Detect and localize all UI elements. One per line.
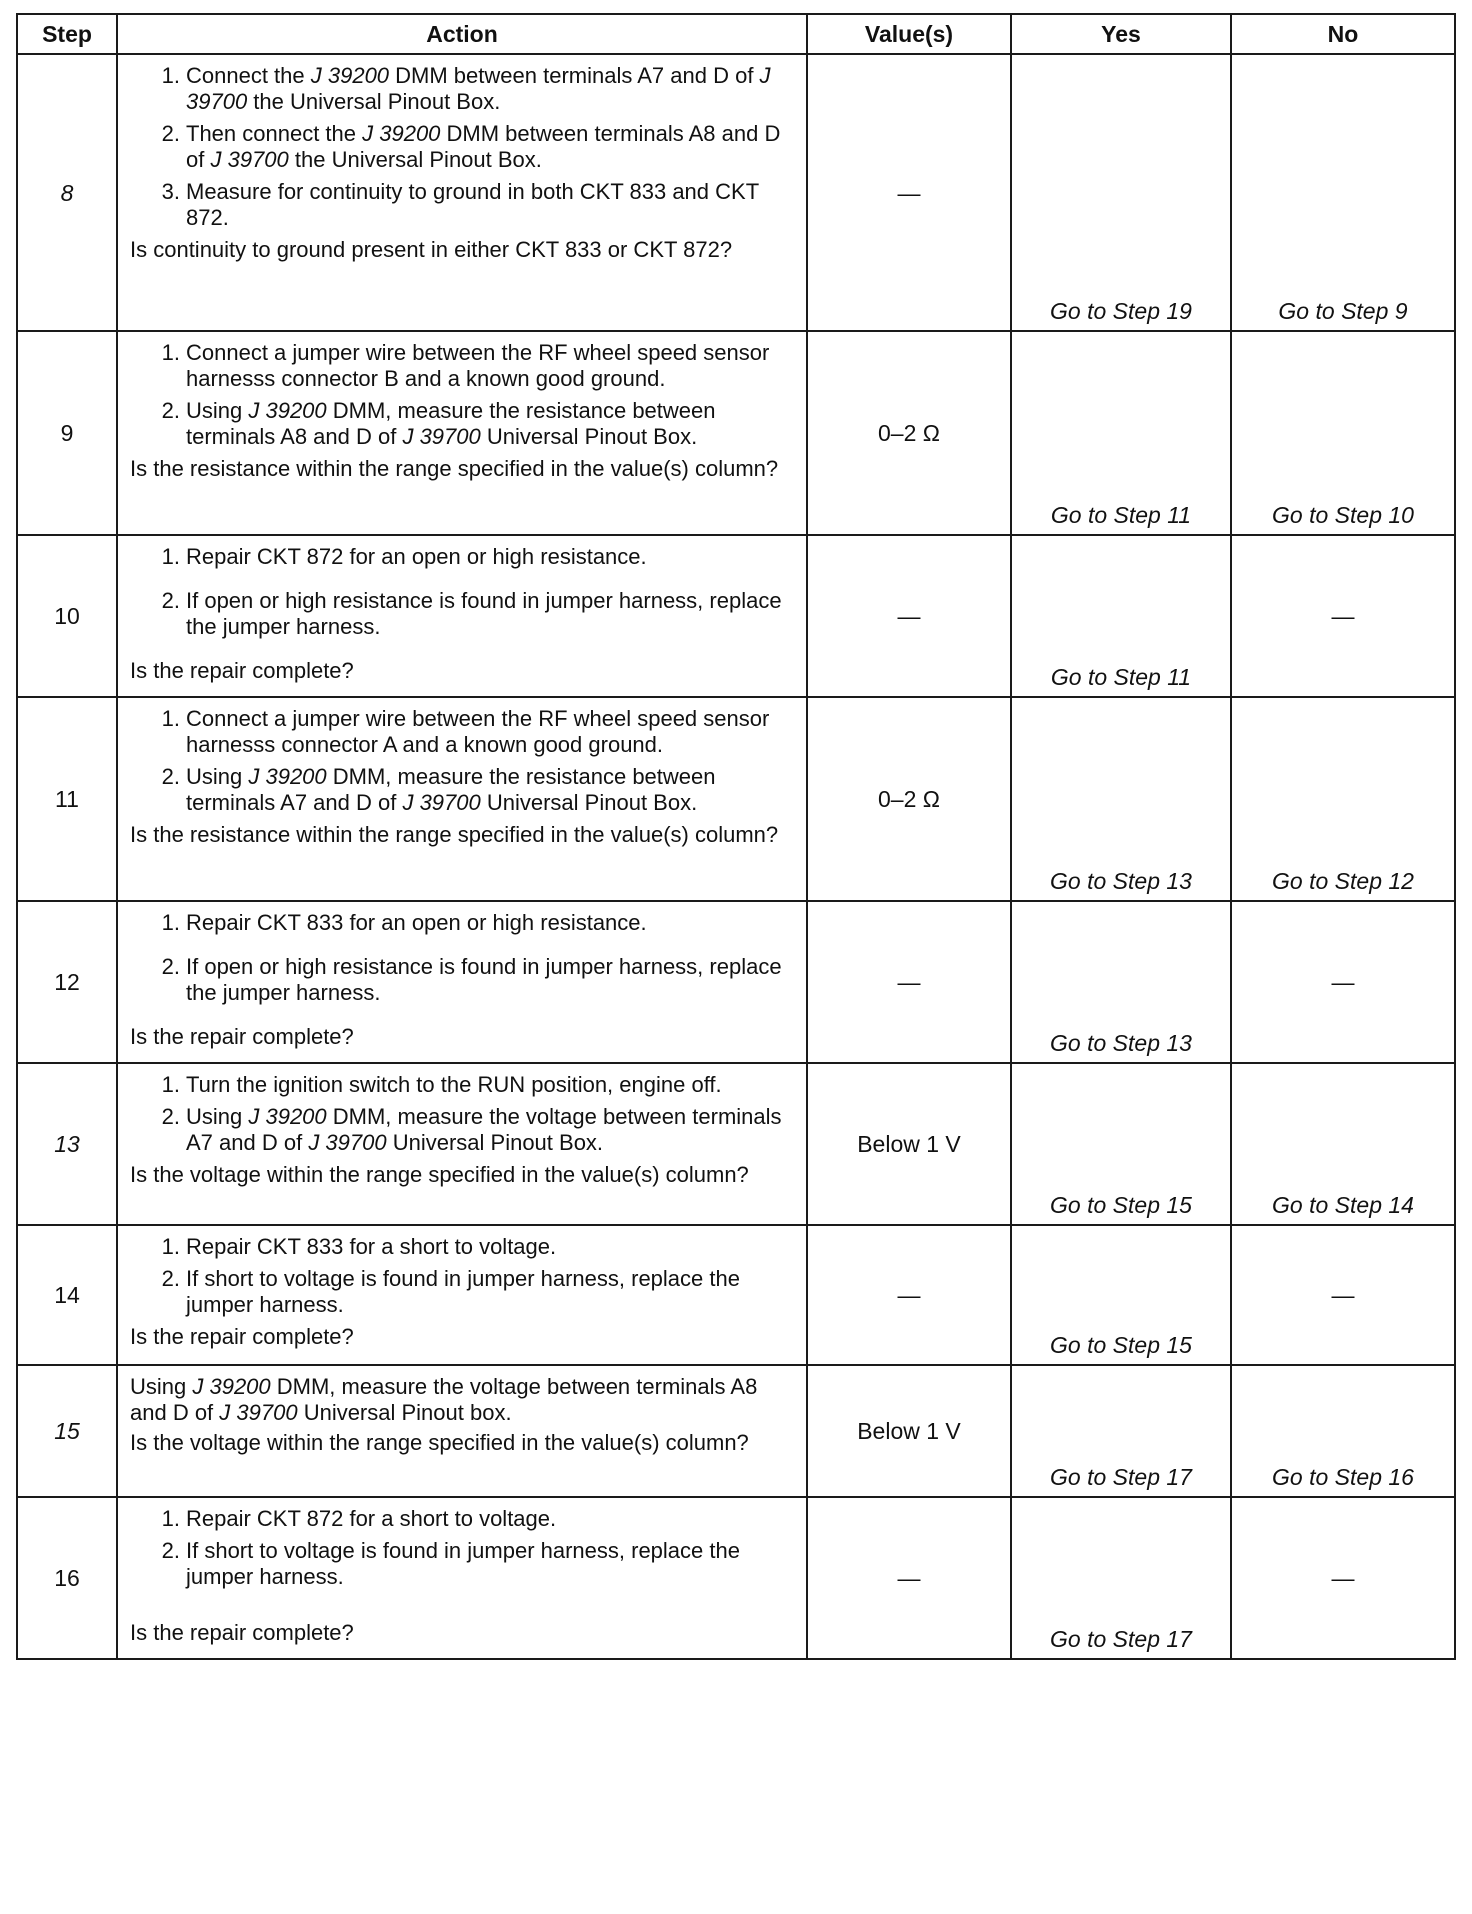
action-question: Is the voltage within the range specified in the value(s) column? [130,1430,749,1455]
action-question: Is the voltage within the range specified in the value(s) column? [130,1162,749,1187]
action-step [161,910,794,936]
tool-reference: J 39700 [402,424,481,449]
action-text: DMM, measure the resistance between terminals A8 and D of [186,398,716,449]
yes-outcome: Go to Step 15 [1011,1225,1231,1365]
step-number: 11 [17,697,117,901]
table-row-step-14 [17,1225,1455,1365]
no-outcome: — [1231,901,1455,1063]
action-step [161,1072,794,1098]
action-step [161,398,794,450]
yes-outcome: Go to Step 17 [1011,1365,1231,1497]
table-row-step-8 [17,54,1455,331]
action-text: Connect a jumper wire between the RF wheel speed sensor harnesss connector B and a known good ground. [186,340,770,391]
diagnostic-table [16,13,1456,1660]
action-text: If open or high resistance is found in jumper harness, replace the jumper harness. [186,954,782,1005]
action-steps [130,910,794,1006]
action-step [161,179,794,231]
action-cell [117,1365,807,1497]
step-index: 2. [161,1104,180,1129]
tool-reference: J 39200 [248,398,327,423]
yes-outcome: Go to Step 19 [1011,54,1231,331]
no-outcome: — [1231,1497,1455,1659]
header-step: Step [17,14,117,54]
action-step [161,706,794,758]
action-text: Repair CKT 872 for a short to voltage. [186,1506,557,1531]
yes-outcome: Go to Step 17 [1011,1497,1231,1659]
action-text: Using [186,1104,249,1129]
action-text: Repair CKT 833 for an open or high resistance. [186,910,647,935]
action-steps [130,63,794,231]
action-text: Repair CKT 872 for an open or high resistance. [186,544,647,569]
no-outcome: — [1231,1225,1455,1365]
action-step [161,1266,794,1318]
step-number: 16 [17,1497,117,1659]
step-index: 1. [161,544,180,569]
yes-outcome: Go to Step 13 [1011,697,1231,901]
step-index: 2. [161,954,180,979]
tool-reference: J 39200 [192,1374,271,1399]
action-cell [117,54,807,331]
action-steps [130,1234,794,1318]
table-header-row [17,14,1455,54]
tool-reference: J 39700 [186,63,771,114]
value-cell: — [807,1497,1011,1659]
action-text: If short to voltage is found in jumper harness, replace the jumper harness. [186,1538,740,1589]
action-question: Is the repair complete? [130,1024,354,1049]
value-cell: — [807,54,1011,331]
step-number: 9 [17,331,117,535]
action-text: Universal Pinout Box. [386,1130,604,1155]
action-step [161,954,794,1006]
action-text: DMM between terminals A8 and D of [186,121,781,172]
no-outcome: Go to Step 16 [1231,1365,1455,1497]
action-text: Connect a jumper wire between the RF wheel speed sensor harnesss connector A and a known good ground. [186,706,770,757]
action-text: the Universal Pinout Box. [247,89,501,114]
action-steps [130,544,794,640]
yes-outcome: Go to Step 13 [1011,901,1231,1063]
no-outcome: — [1231,535,1455,697]
tool-reference: J 39200 [248,1104,327,1129]
step-index: 2. [161,1538,180,1563]
action-text: Connect the [186,63,311,88]
step-index: 2. [161,588,180,613]
step-index: 1. [161,910,180,935]
step-number: 12 [17,901,117,1063]
action-text: Using [130,1374,193,1399]
action-text: Using [186,764,249,789]
action-question: Is the repair complete? [130,1324,354,1349]
tool-reference: J 39700 [210,147,289,172]
step-number: 8 [17,54,117,331]
tool-reference: J 39200 [310,63,390,88]
header-no: No [1231,14,1455,54]
action-text: the Universal Pinout Box. [288,147,542,172]
action-cell [117,535,807,697]
action-text: DMM, measure the resistance between terminals A7 and D of [186,764,716,815]
action-question: Is the repair complete? [130,1620,354,1645]
action-cell [117,1225,807,1365]
table-row-step-13 [17,1063,1455,1225]
action-step [161,1234,794,1260]
action-steps [130,340,794,450]
action-steps [130,1072,794,1156]
step-index: 1. [161,1234,180,1259]
action-question: Is the resistance within the range specified in the value(s) column? [130,456,779,481]
action-text: DMM between terminals A7 and D of [389,63,760,88]
yes-outcome: Go to Step 11 [1011,331,1231,535]
action-text: Turn the ignition switch to the RUN position, engine off. [186,1072,722,1097]
yes-outcome: Go to Step 15 [1011,1063,1231,1225]
action-cell [117,1063,807,1225]
value-cell: 0–2 Ω [807,331,1011,535]
action-step [161,121,794,173]
action-text: Universal Pinout Box. [480,790,698,815]
action-text: If short to voltage is found in jumper harness, replace the jumper harness. [186,1266,740,1317]
yes-outcome: Go to Step 11 [1011,535,1231,697]
step-index: 2. [161,121,180,146]
table-row-step-10 [17,535,1455,697]
table-row-step-12 [17,901,1455,1063]
action-cell [117,1497,807,1659]
action-steps [130,706,794,816]
action-text: Then connect the [186,121,363,146]
action-text: Universal Pinout box. [297,1400,512,1425]
step-index: 1. [161,706,180,731]
tool-reference: J 39700 [402,790,481,815]
step-number: 10 [17,535,117,697]
value-cell: — [807,1225,1011,1365]
action-text: Using [186,398,249,423]
action-step [161,588,794,640]
action-cell [117,901,807,1063]
value-cell: — [807,535,1011,697]
step-number: 15 [17,1365,117,1497]
value-cell: Below 1 V [807,1365,1011,1497]
step-index: 2. [161,1266,180,1291]
table-row-step-16 [17,1497,1455,1659]
action-text: Measure for continuity to ground in both CKT 833 and CKT 872. [186,179,759,230]
step-index: 1. [161,1072,180,1097]
no-outcome: Go to Step 14 [1231,1063,1455,1225]
header-yes: Yes [1011,14,1231,54]
step-index: 2. [161,764,180,789]
action-step [161,764,794,816]
table-row-step-11 [17,697,1455,901]
step-index: 1. [161,63,180,88]
action-step [161,1104,794,1156]
value-cell: Below 1 V [807,1063,1011,1225]
action-step [161,1538,794,1590]
step-index: 1. [161,340,180,365]
action-step [161,340,794,392]
tool-reference: J 39700 [308,1130,387,1155]
table-row-step-9 [17,331,1455,535]
action-question: Is continuity to ground present in either CKT 833 or CKT 872? [130,237,733,262]
action-cell [117,697,807,901]
action-question: Is the repair complete? [130,658,354,683]
step-number: 14 [17,1225,117,1365]
action-question: Is the resistance within the range specified in the value(s) column? [130,822,779,847]
step-index: 3. [161,179,180,204]
tool-reference: J 39200 [362,121,441,146]
no-outcome: Go to Step 10 [1231,331,1455,535]
action-step [161,1506,794,1532]
table-row-step-15 [17,1365,1455,1497]
action-text: DMM, measure the voltage between terminals A8 and D of [130,1374,758,1425]
no-outcome: Go to Step 9 [1231,54,1455,331]
step-number: 13 [17,1063,117,1225]
tool-reference: J 39700 [219,1400,298,1425]
action-paragraph [130,1374,794,1426]
header-action: Action [117,14,807,54]
step-index: 2. [161,398,180,423]
step-index: 1. [161,1506,180,1531]
action-text: Repair CKT 833 for a short to voltage. [186,1234,557,1259]
value-cell: 0–2 Ω [807,697,1011,901]
tool-reference: J 39200 [248,764,327,789]
no-outcome: Go to Step 12 [1231,697,1455,901]
action-step [161,544,794,570]
action-steps [130,1506,794,1590]
action-text: Universal Pinout Box. [480,424,698,449]
header-values: Value(s) [807,14,1011,54]
value-cell: — [807,901,1011,1063]
action-text: DMM, measure the voltage between terminals A7 and D of [186,1104,782,1155]
action-text: If open or high resistance is found in jumper harness, replace the jumper harness. [186,588,782,639]
action-step [161,63,794,115]
action-cell [117,331,807,535]
